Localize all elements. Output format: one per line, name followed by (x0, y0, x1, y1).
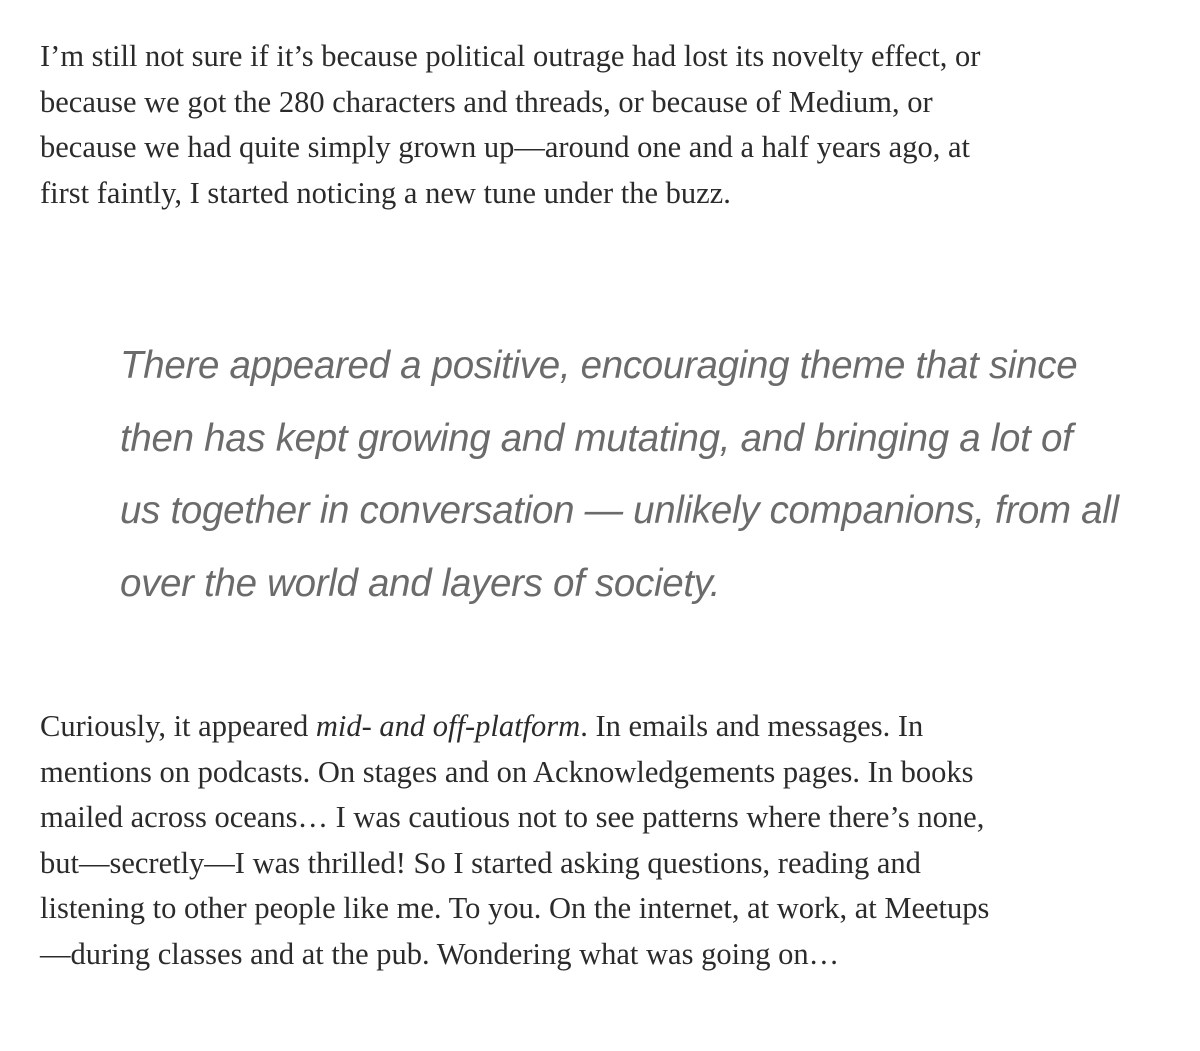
text-run: . In emails and messages. In (580, 709, 924, 743)
paragraph-line: but—secretly—I was thrilled! So I started asking questions, reading and (40, 845, 921, 880)
paragraph-line: because we had quite simply grown up—around one and a half years ago, at (40, 130, 970, 164)
paragraph-line: —during classes and at the pub. Wondering what was going on… (40, 936, 840, 971)
pull-quote (120, 330, 1180, 620)
pull-quote-line: then has kept growing and mutating, and bringing a lot of (120, 416, 1073, 460)
paragraph-line: first faintly, I started noticing a new tune under the buzz. (40, 175, 731, 210)
text-run: Curiously, it appeared (40, 709, 316, 743)
pull-quote-line: There appeared a positive, encouraging theme that since (120, 344, 1078, 387)
paragraph-line: mailed across oceans… I was cautious not to see patterns where there’s none, (40, 800, 985, 834)
paragraph-curiously (40, 704, 1170, 977)
pull-quote-line: over the world and layers of society. (120, 561, 721, 605)
emphasis-text: mid- and off-platform (315, 709, 581, 743)
paragraph-line: I’m still not sure if it’s because political outrage had lost its novelty effect, or (40, 39, 981, 73)
paragraph-intro (40, 34, 1170, 216)
paragraph-line: because we got the 280 characters and threads, or because of Medium, or (40, 84, 933, 119)
paragraph-line: mentions on podcasts. On stages and on Acknowledgements pages. In books (40, 754, 974, 789)
paragraph-line (40, 704, 1170, 750)
pull-quote-line: us together in conversation — unlikely companions, from all (120, 489, 1119, 532)
paragraph-line: listening to other people like me. To you. On the internet, at work, at Meetups (40, 891, 990, 925)
